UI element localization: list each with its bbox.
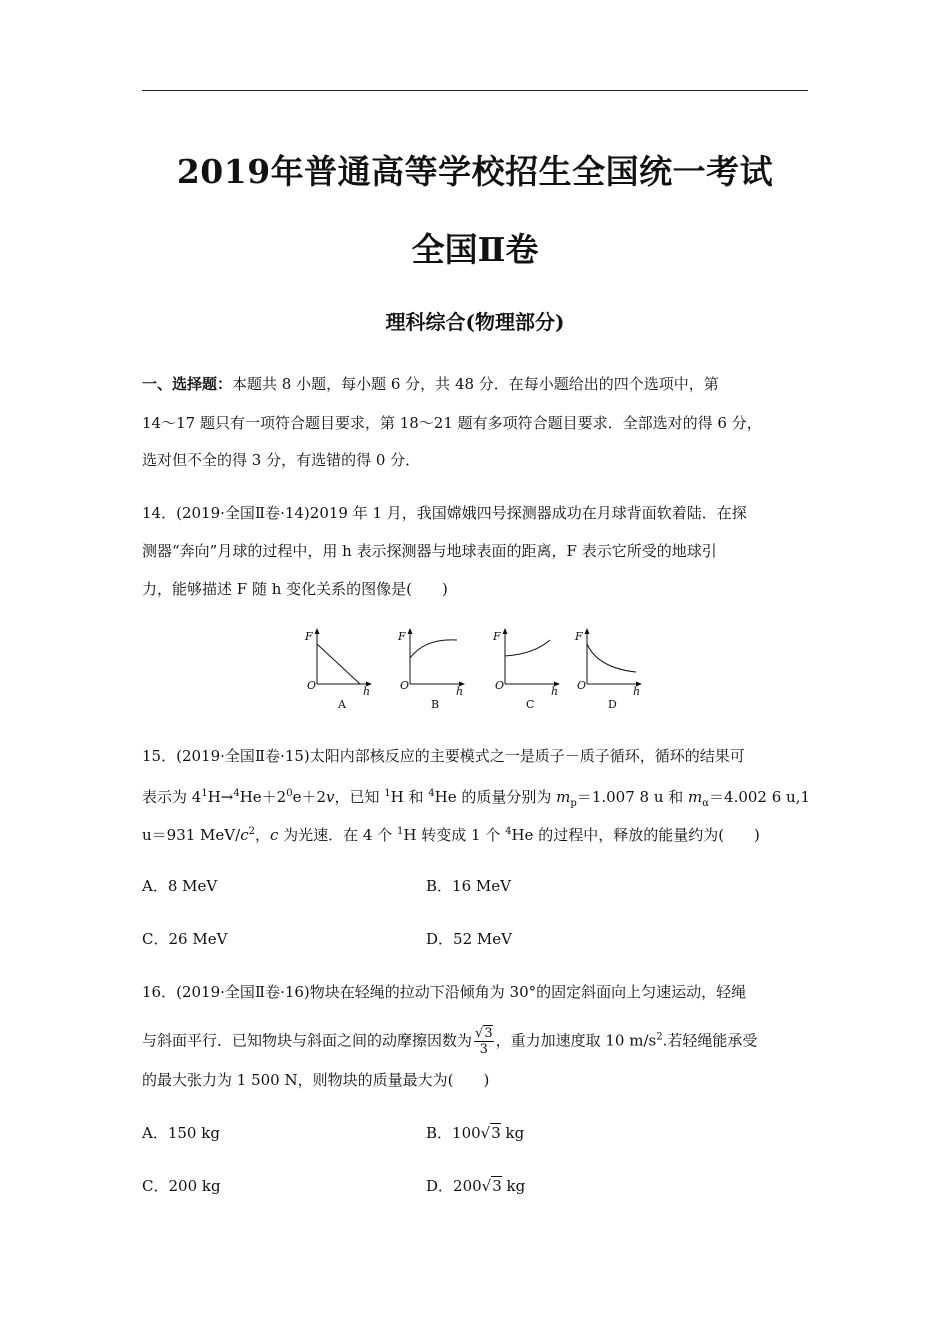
graph-c-origin: O — [495, 679, 505, 692]
graph-d-label: D — [608, 698, 617, 711]
graph-d-x-label: h — [633, 685, 641, 698]
exam-subtitle: 全国Ⅱ卷 — [411, 230, 539, 269]
q16-line-3: 的最大张力为 1 500 N，则物块的质量最大为( ) — [142, 1071, 490, 1089]
friction-coefficient-fraction: $\frac{√3}{3}$ — [475, 1026, 493, 1057]
section-title: 理科综合(物理部分) — [385, 310, 565, 334]
q15-line-1: 15．(2019·全国Ⅱ卷·15)太阳内部核反应的主要模式之一是质子－质子循环，循环的结果可 — [142, 747, 745, 765]
graph-a-label: A — [338, 698, 346, 711]
q16-option-c: C．200 kg — [142, 1177, 221, 1195]
graph-b-y-label: F — [398, 630, 406, 643]
graph-d — [574, 628, 642, 711]
graph-a — [304, 628, 372, 711]
instructions-bold: 一、选择题： — [142, 375, 233, 393]
q15-option-a: A．8 MeV — [142, 877, 218, 895]
instructions-line-1: 一、选择题：本题共 8 小题，每小题 6 分，共 48 分．在每小题给出的四个选项中，第 — [142, 375, 719, 393]
q16-line-2: 与斜面平行．已知物块与斜面之间的动摩擦因数为 $\frac{√3}{3}$ ，重力加速度取 10 $m/s^2$.若轻绳能承受 — [142, 1026, 758, 1057]
q14-line-1: 14．(2019·全国Ⅱ卷·14)2019 年 1 月，我国嫦娥四号探测器成功在月球背面软着陆．在探 — [142, 504, 747, 522]
graph-a-x-label: h — [363, 685, 371, 698]
graph-a-curve — [317, 644, 360, 684]
exam-title: 2019年普通高等学校招生全国统一考试 — [176, 152, 774, 191]
q14-graphs — [290, 622, 660, 714]
q16-option-b: B．100√3 kg — [426, 1124, 525, 1142]
graph-c — [492, 628, 560, 711]
graph-c-y-label: F — [493, 630, 501, 643]
header-rule — [142, 90, 808, 91]
graph-c-label: C — [526, 698, 535, 711]
instructions-line-2: 14～17 题只有一项符合题目要求，第 18～21 题有多项符合题目要求．全部选对的得 6 分， — [142, 414, 762, 432]
graph-c-curve — [505, 640, 550, 656]
graph-d-curve — [587, 644, 636, 672]
q15-option-c: C．26 MeV — [142, 930, 228, 948]
graph-b-curve — [410, 640, 457, 658]
graph-c-x-label: h — [551, 685, 559, 698]
graph-d-origin: O — [577, 679, 587, 692]
q15-line-2: 表示为 $4^1H\to^4He+2^0e+2v$，已知 $^1$H 和 $^4$He 的质量分别为 $m_p=1.007$ 8 u 和 $m_\alpha=4.002$ 6 u,1 — [142, 788, 811, 809]
q16-option-a: A．150 kg — [142, 1124, 220, 1142]
q14-line-3: 力，能够描述 F 随 h 变化关系的图像是( ) — [142, 580, 448, 598]
q16-option-d: D．200√3 kg — [426, 1177, 526, 1195]
graph-b-x-label: h — [456, 685, 464, 698]
q15-line-3: u＝931 MeV/$c^2$，c 为光速．在 4 个 $^1$H 转变成 1 个 $^4$He 的过程中，释放的能量约为( ) — [142, 826, 760, 844]
q16-line-1: 16．(2019·全国Ⅱ卷·16)物块在轻绳的拉动下沿倾角为 30°的固定斜面向上匀速运动，轻绳 — [142, 983, 747, 1001]
graph-d-y-label: F — [575, 630, 583, 643]
q15-option-b: B．16 MeV — [426, 877, 511, 895]
graph-b-label: B — [431, 698, 440, 711]
graph-a-origin: O — [307, 679, 317, 692]
graph-b — [397, 628, 465, 711]
graph-b-origin: O — [400, 679, 410, 692]
instructions-line-3: 选对但不全的得 3 分，有选错的得 0 分． — [142, 451, 421, 469]
q15-option-d: D．52 MeV — [426, 930, 512, 948]
q14-line-2: 测器“奔向”月球的过程中，用 h 表示探测器与地球表面的距离，F 表示它所受的地球引 — [142, 542, 717, 560]
graph-a-y-label: F — [305, 630, 313, 643]
